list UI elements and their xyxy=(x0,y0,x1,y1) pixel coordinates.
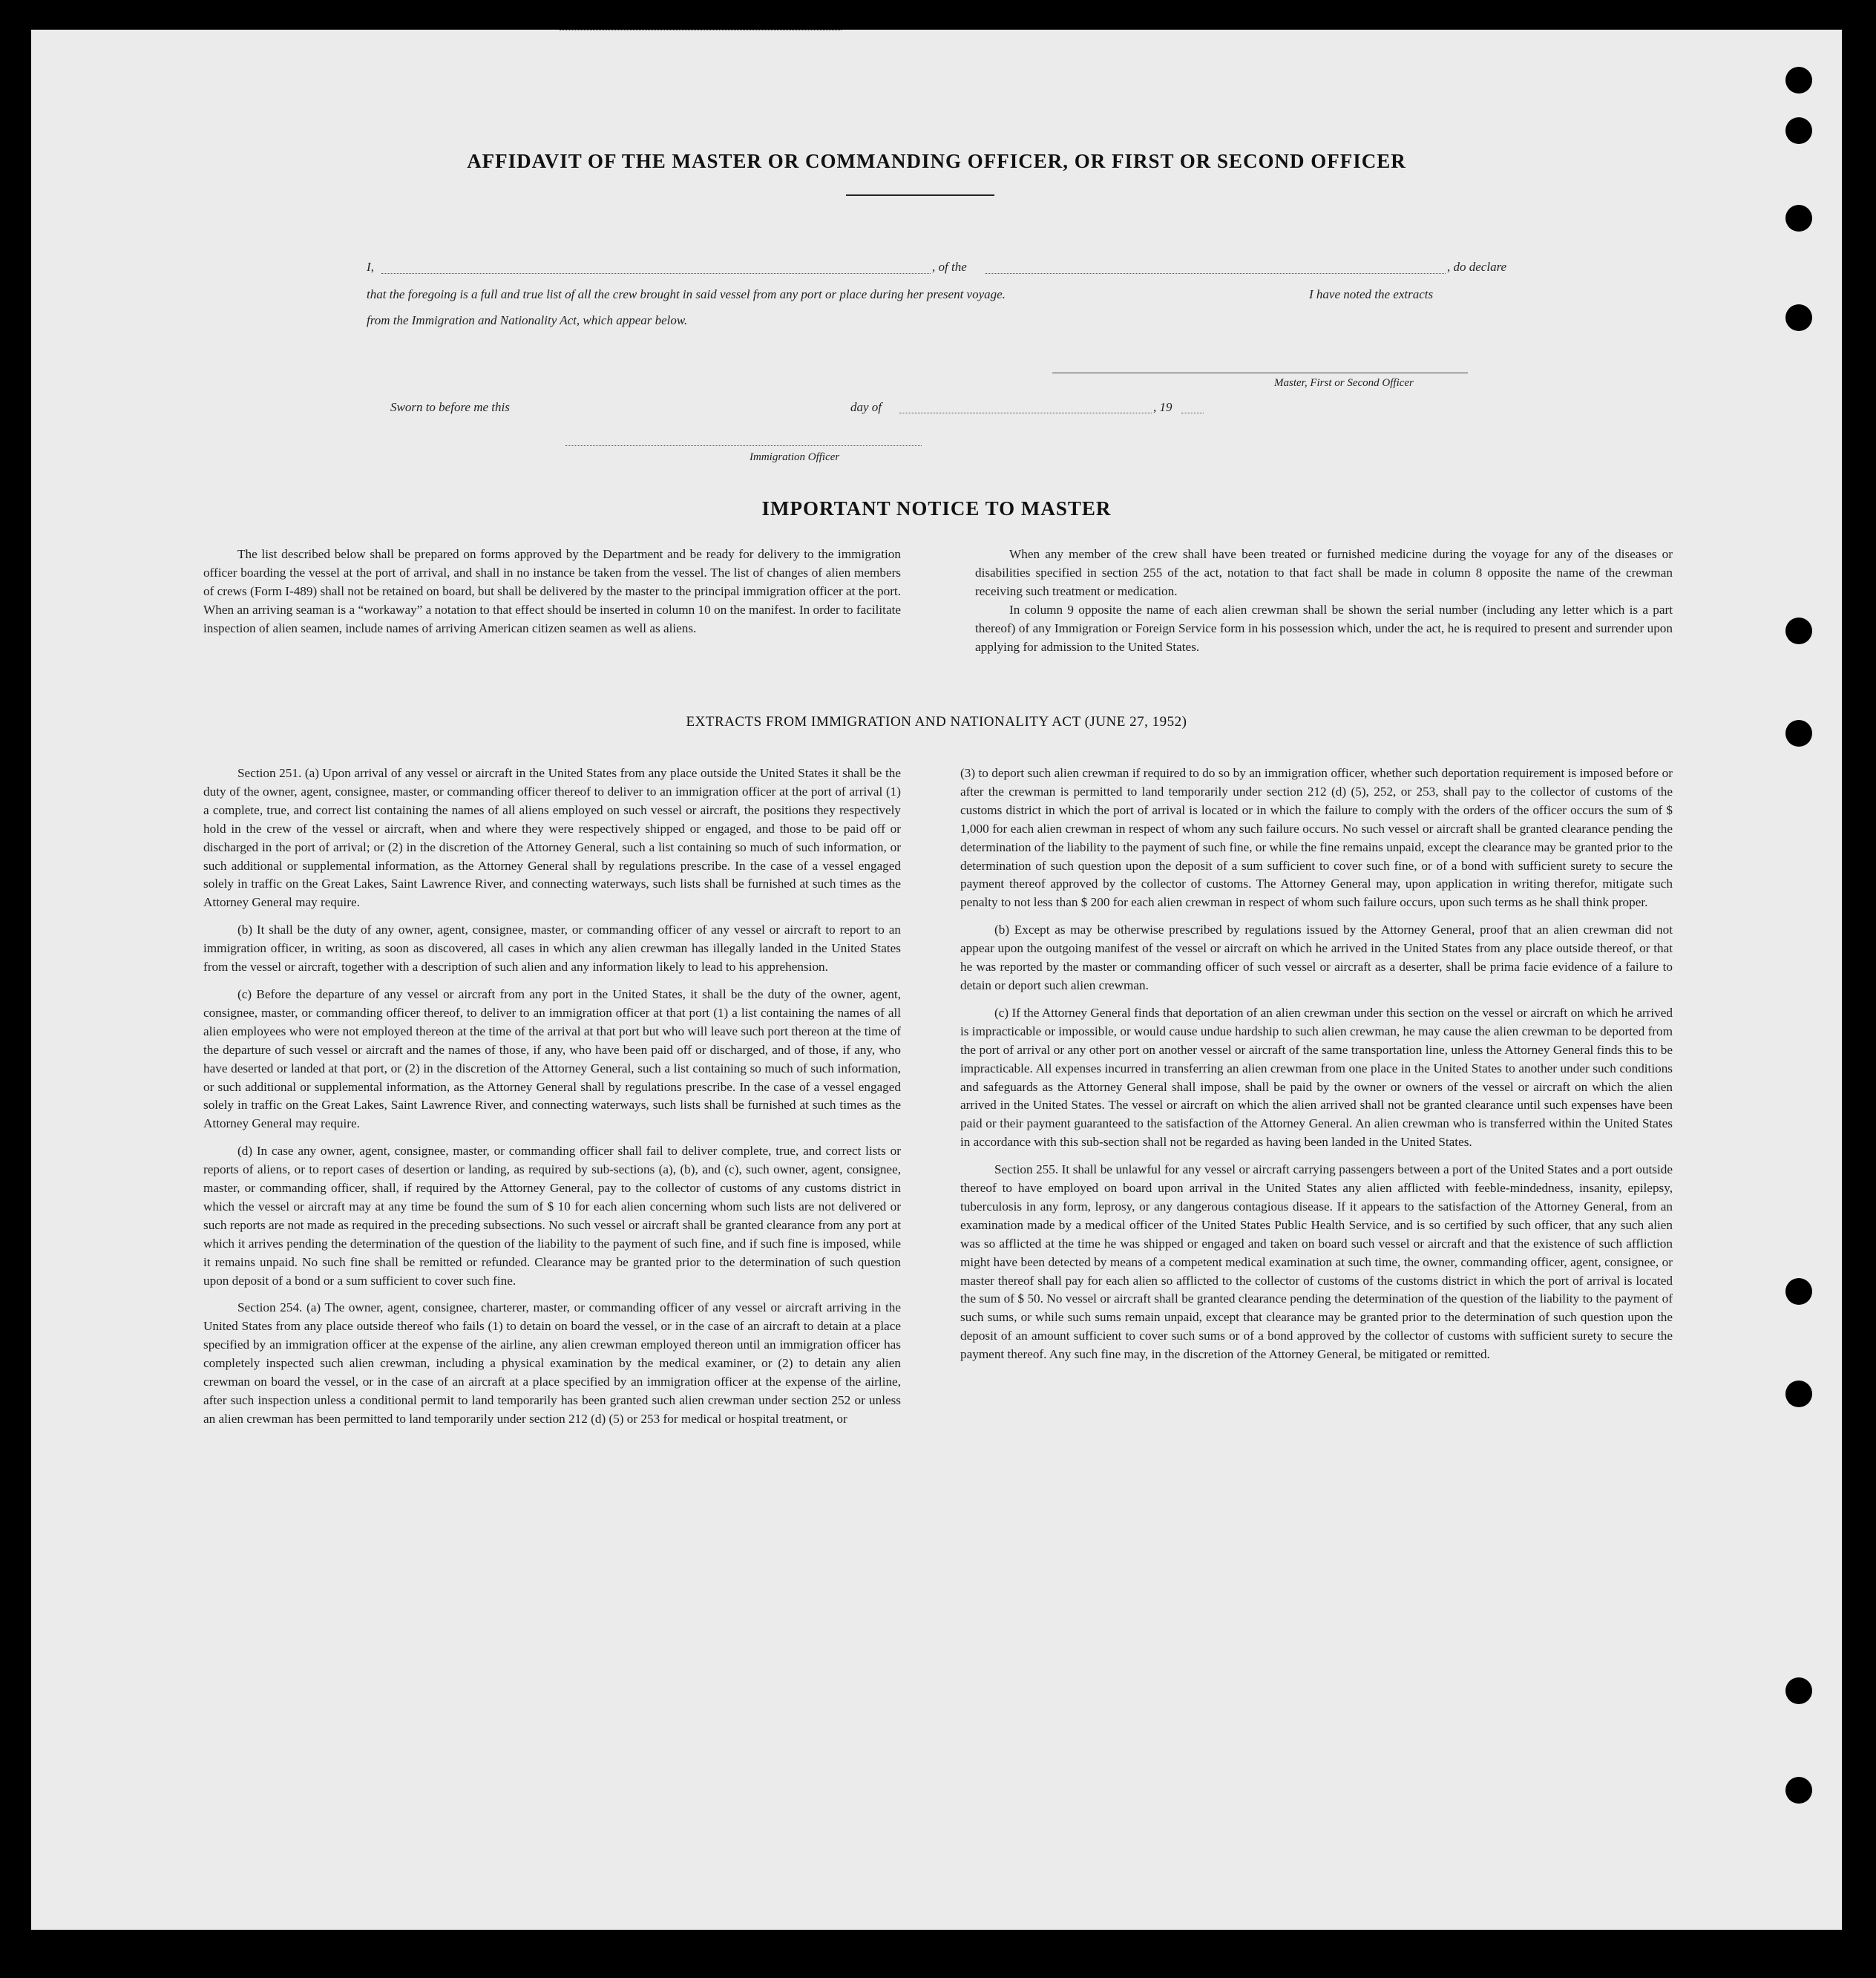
binder-hole xyxy=(1785,1381,1812,1407)
extracts-right-column xyxy=(960,764,1673,1373)
section-251-a: Section 251. (a) Upon arrival of any vessel or aircraft in the United States from any place outside the United States it shall be the duty of the owner, agent, consignee, master, or commanding officer thereof to deliver to an immigration officer at the port of arrival (1) a complete, true, and correct list containing the names of all aliens employed on such vessel or aircraft, the positions they respectively hold in the crew of the vessel or aircraft, when and where they were respectively shipped or engaged, and those to be paid off or discharged in the port of arrival; or (2) in the discretion of the Attorney General, such a list containing so much of such information, or such additional or supplemental information, as the Attorney General shall by regulations prescribe. In the case of a vessel engaged solely in traffic on the Great Lakes, Saint Lawrence River, and connecting waterways, such lists shall be furnished at such times as the Attorney General may require. xyxy=(203,766,901,910)
affidavit-title: AFFIDAVIT OF THE MASTER OR COMMANDING OFFICER, OR FIRST OR SECOND OFFICER xyxy=(467,150,1406,172)
section-255: Section 255. It shall be unlawful for any vessel or aircraft carrying passengers between a port of the United States and a port outside thereof to have employed on board upon arrival in the United States any alien afflicted with feeble-mindedness, insanity, epilepsy, tuberculosis in any form, leprosy, or any dangerous contagious disease. If it appears to the satisfaction of the Attorney General, from an examination made by a medical officer of the United States Public Health Service, and is so certified by such officer, that any such alien was so afflicted at the time he was shipped or engaged and taken on board such vessel or aircraft and that the existence of such affliction might have been detected by means of a competent medical examination at such time, the owner, commanding officer, agent, consignee, or master thereof shall pay for each alien so afflicted to the collector of customs of the customs district in which the port of arrival is located the sum of $ 50. No vessel or aircraft shall be granted clearance pending the determination of the question of the liability to the payment of such sums, or while such sums remain unpaid, except that clearance may be granted prior to the determination of such question upon the deposit of an amount sufficient to cover such sums or of a bond approved by the collector of customs with sufficient surety to secure the payment thereof. Any such fine may, in the discretion of the Attorney General, be mitigated or remitted. xyxy=(960,1162,1673,1362)
sworn-label: Sworn to before me this xyxy=(390,400,510,414)
notice-left-paragraph: The list described below shall be prepared on forms approved by the Department and be ready for delivery to the immigration officer boarding the vessel at the port of arrival, and shall in no instance be taken from the vessel. The list of changes of alien members of crews (Form I-489) shall not be retained on board, but shall be delivered by the master to the principal immigration officer at the port. When an arriving seaman is a “workaway” a notation to that effect should be inserted in column 10 on the manifest. In order to facilitate inspection of alien seamen, include names of arriving American citizen seamen as well as aliens. xyxy=(203,547,901,635)
binder-hole xyxy=(1785,1777,1812,1804)
binder-hole xyxy=(1785,1278,1812,1305)
affidavit-of-the-label: , of the xyxy=(932,260,967,274)
officer-caption: Immigration Officer xyxy=(750,451,840,463)
affidavit-line-2b: I have noted the extracts xyxy=(1309,287,1434,301)
notice-right-paragraph-2: In column 9 opposite the name of each alien crewman shall be shown the serial number (including any letter which is a part thereof) of any Immigration or Foreign Service form in his possession which, under the act, he is required to present and surrender upon applying for admission to the United States. xyxy=(975,602,1673,654)
notice-right-paragraph-1: When any member of the crew shall have been treated or furnished medicine during the voyage for any of the diseases or disabilities specified in section 255 of the act, notation to that fact shall be made in column 8 opposite the name of the crewman receiving such treatment or medication. xyxy=(975,547,1673,598)
binder-hole xyxy=(1785,720,1812,747)
master-caption: Master, First or Second Officer xyxy=(1274,377,1414,389)
notice-right-column xyxy=(975,546,1673,665)
affidavit-line-2: that the foregoing is a full and true list of all the crew brought in said vessel from any port or place during her present voyage. xyxy=(367,287,1006,301)
officer-signature-line[interactable] xyxy=(565,445,922,446)
section-254-b: (b) Except as may be otherwise prescribed by regulations issued by the Attorney General, proof that an alien crewman did not appear upon the outgoing manifest of the vessel or aircraft on which he arrived in the United States from any place outside thereof, or that he was reported by the master or commanding officer of such vessel or aircraft as a deserter, shall be prima facie evidence of a failure to detain or deport such alien crewman. xyxy=(960,923,1673,992)
affidavit-line-3: from the Immigration and Nationality Act, which appear below. xyxy=(367,313,688,327)
binder-hole xyxy=(1785,117,1812,144)
section-251-b: (b) It shall be the duty of any owner, agent, consignee, master, or commanding officer of any vessel or aircraft to report to an immigration officer, in writing, as soon as discovered, all cases in which any alien crewman has illegally landed in the United States from the vessel or aircraft, together with a description of such alien and any information likely to lead to his apprehension. xyxy=(203,923,901,975)
section-254-c: (c) If the Attorney General finds that deportation of an alien crewman under this section on the vessel or aircraft on which he arrived is impracticable or impossible, or would cause undue hardship to such alien crewman, he may cause the alien crewman to be deported from the port of arrival or any other port on another vessel or aircraft of the same transportation line, unless the Attorney General finds this to be impracticable. All expenses incurred in transferring an alien crewman from one place in the United States to another under such conditions and safeguards as the Attorney General shall impose, shall be paid by the owner or owners of the vessel or aircraft on which the alien arrived in the United States. The vessel or aircraft on which the alien arrived shall not be granted clearance until such expenses have been paid or their payment guaranteed to the satisfaction of the Attorney General. An alien crewman who is transferred within the United States in accordance with this sub-section shall not be regarded as having been landed in the United States. xyxy=(960,1005,1673,1150)
binder-hole xyxy=(1785,618,1812,644)
vessel-field[interactable] xyxy=(985,273,1446,274)
title-divider xyxy=(846,194,994,196)
extracts-left-column xyxy=(203,764,901,1438)
notice-title: IMPORTANT NOTICE TO MASTER xyxy=(761,497,1112,520)
section-254-a: Section 254. (a) The owner, agent, consignee, charterer, master, or commanding officer of any vessel or aircraft arriving in the United States from any place outside thereof who fails (1) to detain on board the vessel, or in the case of an aircraft to detain at a place specified by an immigration officer at the expense of the airline, any alien crewman employed thereon until an immigration officer has completely inspected such alien crewman, including a physical examination by the medical examiner, or (2) to detain any alien crewman on board the vessel, or in the case of an aircraft at a place specified by an immigration officer at the expense of the airline, after such inspection unless a conditional permit to land temporarily has been granted such alien crewman under section 252 or unless an alien crewman has been permitted to land temporarily under section 212 (d) (5) or 253 for medical or hospital treatment, or xyxy=(203,1300,901,1426)
name-field[interactable] xyxy=(381,273,931,274)
notice-left-column xyxy=(203,546,901,647)
section-251-d: (d) In case any owner, agent, consignee, master, or commanding officer shall fail to deliver complete, true, and correct lists or reports of aliens, or to report cases of desertion or landing, as required by sub-sections (a), (b), and (c), such owner, agent, consignee, master, or commanding officer, shall, if required by the Attorney General, pay to the collector of customs of any customs district in which the vessel or aircraft may at any time be found the sum of $ 10 for each alien concerning whom such lists are not delivered or such reports are not made as required in the preceding subsections. No such vessel or aircraft shall be granted clearance from any port at which it arrives pending the determination of the question of the liability to the payment of such fine, and if such fine is imposed, while it remains unpaid. No such fine shall be remitted or refunded. Clearance may be granted prior to the determination of such question upon deposit of a bond or a sum sufficient to cover such fine. xyxy=(203,1144,901,1288)
document-page xyxy=(31,30,1842,1930)
binder-hole xyxy=(1785,67,1812,94)
section-251-c: (c) Before the departure of any vessel or aircraft from any port in the United States, it shall be the duty of the owner, agent, consignee, master, or commanding officer thereof, to deliver to an immigration officer at that port (1) a list containing the names of all alien employees who were not employed thereon at the time of the arrival at that port but who will leave such port thereon at the time of the departure of such vessel or aircraft and the names of those, if any, who have been paid off or discharged, and of those, if any, who have deserted or landed at that port, or (2) in the discretion of the Attorney General, such a list containing so much of such information, or such additional or supplemental information, as the Attorney General shall by regulations prescribe. In the case of a vessel engaged solely in traffic on the Great Lakes, Saint Lawrence River, and connecting waterways, such lists shall be furnished at such times as the Attorney General may require. xyxy=(203,986,901,1131)
binder-hole xyxy=(1785,205,1812,232)
binder-hole xyxy=(1785,304,1812,331)
affidavit-i-label: I, xyxy=(367,260,374,274)
day-of-label: day of xyxy=(850,400,882,414)
extracts-title: EXTRACTS FROM IMMIGRATION AND NATIONALITY ACT (JUNE 27, 1952) xyxy=(686,714,1187,730)
affidavit-do-declare: , do declare xyxy=(1447,260,1507,274)
binder-hole xyxy=(1785,1677,1812,1704)
year-label: , 19 xyxy=(1153,400,1172,414)
section-254-a-continued: (3) to deport such alien crewman if required to do so by an immigration officer, whether such deportation requirement is imposed before or after the crewman is permitted to land temporarily under section 212 (d) (5), 252, or 253, shall pay to the collector of customs of the customs district in which the port of arrival is located or in which the failure to comply with the orders of the officer occurs the sum of $ 1,000 for each alien crewman in respect of whom any such failure occurs. No such vessel or aircraft shall be granted clearance pending the determination of the liability to the payment of such fine, or while the fine remains unpaid, except the clearance may be granted prior to the determination of such question upon the deposit of a sum sufficient to cover such fine, or of a bond with sufficient surety to secure the payment thereof approved by the collector of customs. The Attorney General may, upon application in writing therefor, mitigate such penalty to not less than $ 200 for each alien crewman in respect of whom such failure occurs, upon such terms as he shall think proper. xyxy=(960,766,1673,910)
